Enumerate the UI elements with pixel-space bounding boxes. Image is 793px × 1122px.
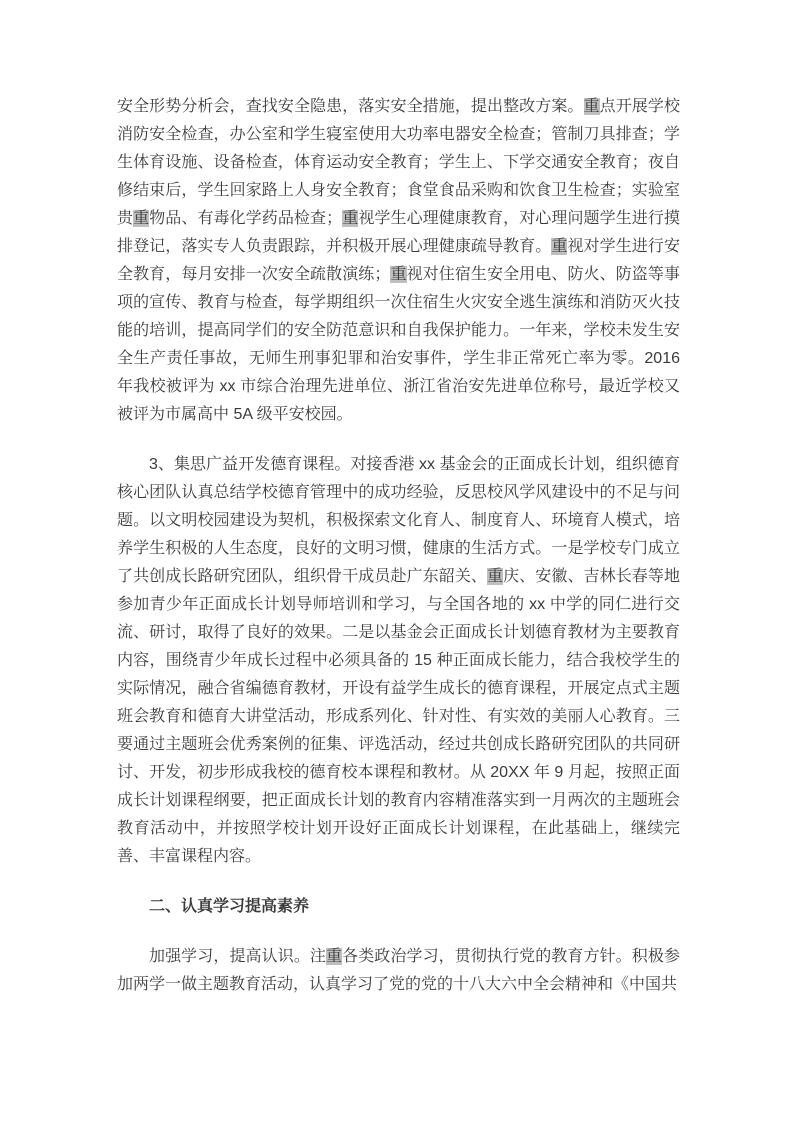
highlighted-char: 重 [487,568,504,585]
highlighted-char: 重 [133,210,150,227]
section-heading-study: 二、认真学习提高素养 [149,898,310,915]
paragraph-safety-work: 安全形势分析会，查找安全隐患，落实安全措施，提出整改方案。重点开展学校消防安全检查，办公室和学生寝室使用大功率电器安全检查；管制刀具排查；学生体育设施、设备检查，体育运动安全教育；学生上、下学交通安全教育；夜自修结束后，学生回家路上人身安全教育；食堂食品采购和饮食卫生检查；实验室贵重物品、有毒化学药品检查；重视学生心理健康教育，对心理问题学生进行摸排登记，落实专人负责跟踪，并积极开展心理健康疏导教育。重视对学生进行安全教育，每月安排一次安全疏散演练；重视对住宿生安全用电、防火、防盗等事项的宣传、教育与检查，每学期组织一次住宿生火灾安全逃生演练和消防灭火技能的培训，提高同学们的安全防范意识和自我保护能力。一年来，学校未发生安全生产责任事故，无师生刑事犯罪和治安事件，学生非正常死亡率为零。2016 年我校被评为 xx 市综合治理先进单位、浙江省治安先进单位称号，最近学校又被评为市属高中 5A 级平安校园。 [117,98,680,423]
document-text-block [117,93,680,1021]
highlighted-char: 重 [326,948,343,965]
highlighted-char: 重 [342,210,359,227]
highlighted-char: 重 [551,238,568,255]
paragraph-moral-education-curriculum: 3、集思广益开发德育课程。对接香港 xx 基金会的正面成长计划，组织德育核心团队认真总结学校德育管理中的成功经验，反思校风学风建设中的不足与问题。以文明校园建设为契机，积极探索文化育人、制度育人、环境育人模式，培养学生积极的人生态度，良好的文明习惯，健康的生活方式。一是学校专门成立了共创成长路研究团队，组织骨干成员赴广东韶关、重庆、安徽、吉林长春等地参加青少年正面成长计划导师培训和学习，与全国各地的 xx 中学的同仁进行交流、研讨，取得了良好的效果。二是以基金会正面成长计划德育教材为主要教育内容，围绕青少年成长过程中必须具备的 15 种正面成长能力，结合我校学生的实际情况，融合省编德育教材，开设有益学生成长的德育课程，开展定点式主题班会教育和德育大讲堂活动，形成系列化、针对性、有实效的美丽人心教育。三要通过主题班会优秀案例的征集、评选活动，经过共创成长路研究团队的共同研讨、开发，初步形成我校的德育校本课程和教材。从 20XX 年 9 月起，按照正面成长计划课程纲要，把正面成长计划的教育内容精准落实到一月两次的主题班会教育活动中，并按照学校计划开设好正面成长计划课程，在此基础上，继续完善、丰富课程内容。 [117,456,680,865]
highlighted-char: 重 [583,98,600,115]
paragraph-strengthen-study: 加强学习，提高认识。注重各类政治学习，贯彻执行党的教育方针。积极参加两学一做主题教育活动，认真学习了党的党的十八大六中全会精神和《中国共 [117,948,680,993]
highlighted-char: 重 [390,266,407,283]
